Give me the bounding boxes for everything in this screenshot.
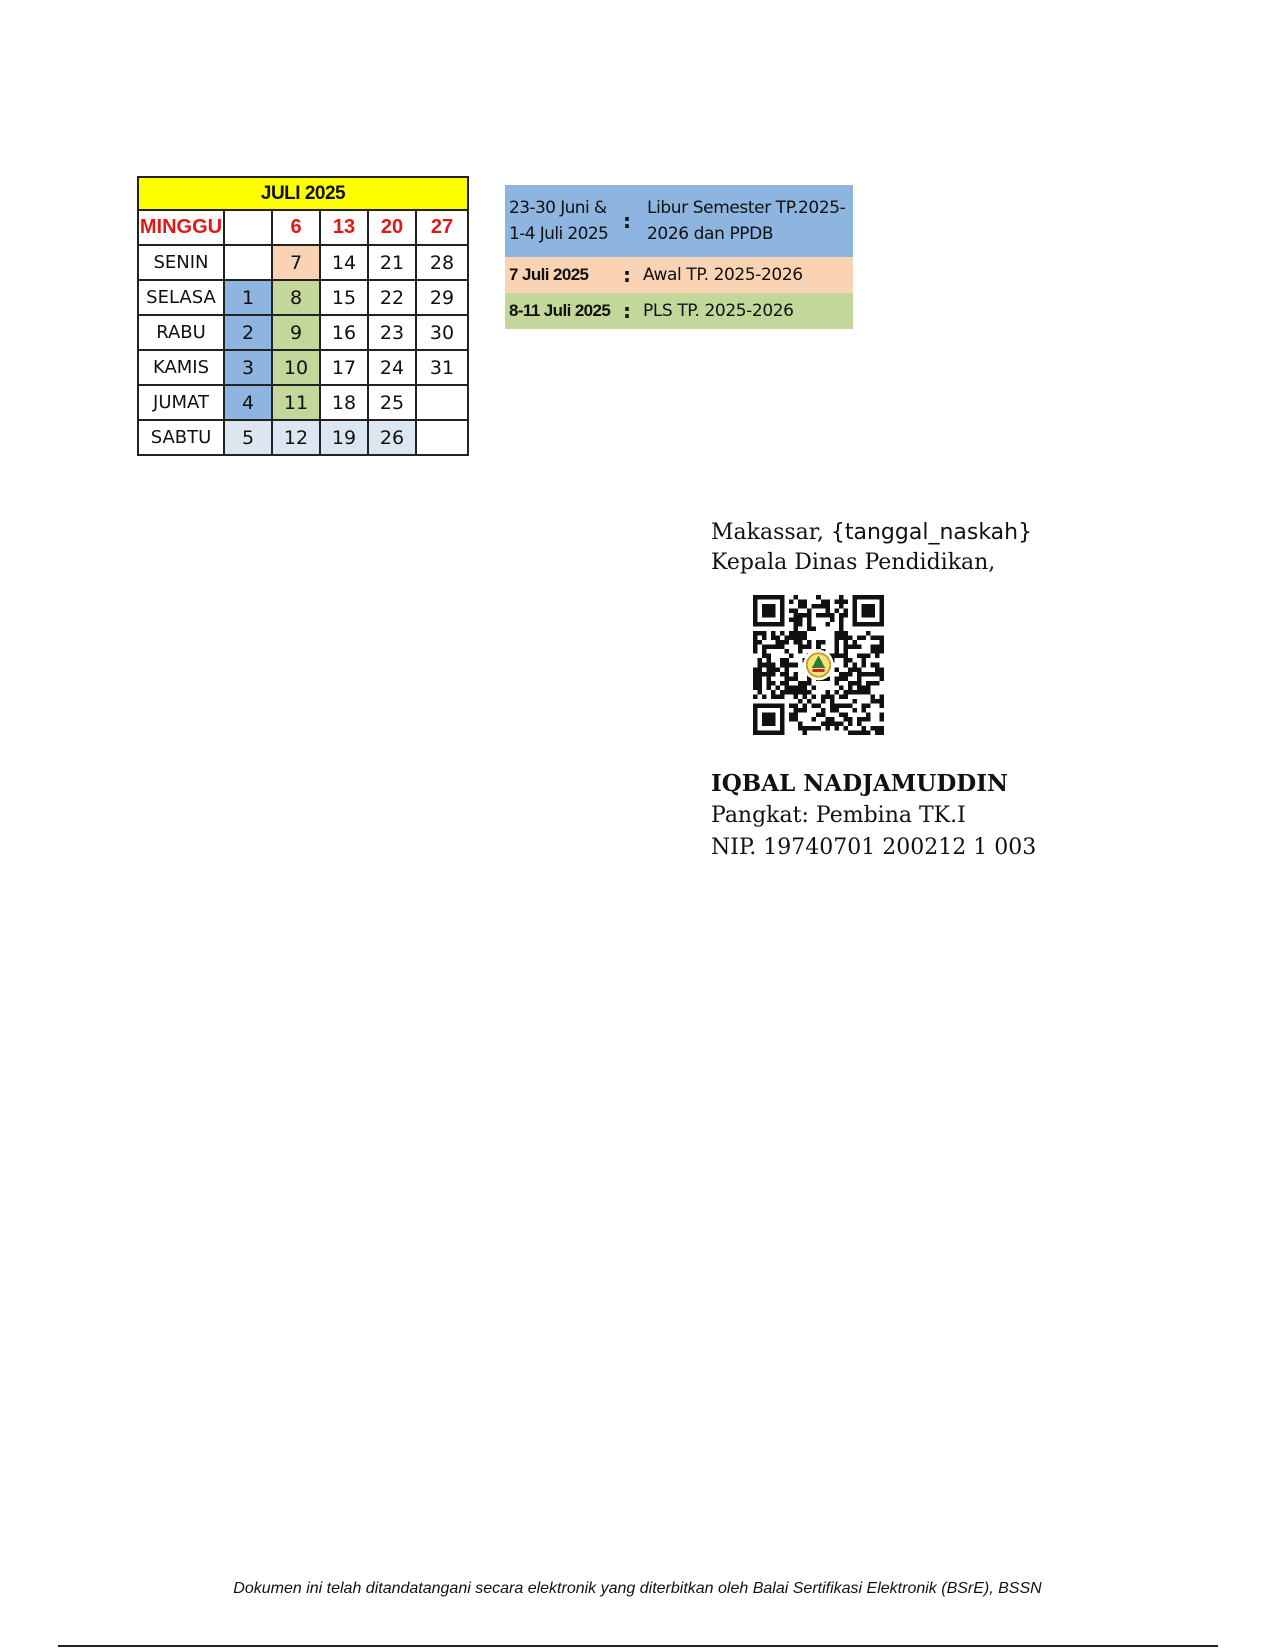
date-cell: 22 [368, 280, 416, 315]
date-cell [416, 385, 468, 420]
date-cell: 6 [272, 210, 320, 245]
signer-nip: NIP. 19740701 200212 1 003 [711, 835, 1037, 860]
legend-date: 7 Juli 2025 [509, 265, 589, 284]
legend-description: Libur Semester TP.2025-2026 dan PPDB [647, 198, 846, 244]
date-cell: 8 [272, 280, 320, 315]
date-cell: 7 [272, 245, 320, 280]
legend-separator: : [623, 299, 631, 323]
signature-place-date [711, 518, 1032, 548]
calendar-row-rabu [138, 315, 468, 350]
day-label-minggu: MINGGU [138, 210, 224, 245]
date-cell: 30 [416, 315, 468, 350]
date-cell: 14 [320, 245, 368, 280]
date-cell: 27 [416, 210, 468, 245]
signer-name: IQBAL NADJAMUDDIN [711, 770, 1008, 797]
calendar-legend [505, 185, 853, 329]
date-cell: 20 [368, 210, 416, 245]
day-label-senin: SENIN [138, 245, 224, 280]
legend-date: 23-30 Juni & 1-4 Juli 2025 [509, 198, 609, 244]
calendar-row-jumat [138, 385, 468, 420]
july-2025-calendar [137, 176, 469, 456]
footer-divider [58, 1645, 1218, 1647]
legend-item-awal [505, 257, 853, 293]
date-cell: 19 [320, 420, 368, 455]
date-cell: 31 [416, 350, 468, 385]
date-cell: 25 [368, 385, 416, 420]
date-cell: 18 [320, 385, 368, 420]
signature-place: Makassar, [711, 520, 831, 545]
footer-bsre-notice: Dokumen ini telah ditandatangani secara elektronik yang diterbitkan oleh Balai Sertifikasi Elektronik (BSrE), BSSN [233, 1580, 1042, 1597]
date-cell: 12 [272, 420, 320, 455]
date-cell: 29 [416, 280, 468, 315]
date-cell: 16 [320, 315, 368, 350]
legend-description: Awal TP. 2025-2026 [643, 265, 803, 285]
date-cell: 11 [272, 385, 320, 420]
signature-block [711, 518, 1032, 578]
date-cell: 5 [224, 420, 272, 455]
date-cell: 10 [272, 350, 320, 385]
day-label-rabu: RABU [138, 315, 224, 350]
legend-date: 8-11 Juli 2025 [509, 301, 611, 320]
signature-qr-code-icon [753, 595, 884, 735]
calendar-row-selasa [138, 280, 468, 315]
signature-position: Kepala Dinas Pendidikan, [711, 550, 996, 575]
signer-rank: Pangkat: Pembina TK.I [711, 803, 966, 828]
date-cell: 3 [224, 350, 272, 385]
legend-item-libur [505, 185, 853, 257]
date-cell: 2 [224, 315, 272, 350]
day-label-kamis: KAMIS [138, 350, 224, 385]
calendar-row-senin [138, 245, 468, 280]
date-cell: 28 [416, 245, 468, 280]
legend-separator: : [623, 209, 631, 233]
date-cell: 23 [368, 315, 416, 350]
date-cell: 17 [320, 350, 368, 385]
date-cell: 26 [368, 420, 416, 455]
legend-item-pls [505, 293, 853, 329]
date-cell: 24 [368, 350, 416, 385]
legend-separator: : [623, 263, 631, 287]
date-cell: 9 [272, 315, 320, 350]
date-cell [224, 210, 272, 245]
signature-date-placeholder: {tanggal_naskah} [830, 520, 1033, 545]
day-label-sabtu: SABTU [138, 420, 224, 455]
date-cell: 1 [224, 280, 272, 315]
calendar-row-minggu [138, 210, 468, 245]
date-cell: 4 [224, 385, 272, 420]
date-cell [416, 420, 468, 455]
day-label-selasa: SELASA [138, 280, 224, 315]
calendar-row-kamis [138, 350, 468, 385]
calendar-title: JULI 2025 [138, 177, 468, 210]
day-label-jumat: JUMAT [138, 385, 224, 420]
date-cell: 13 [320, 210, 368, 245]
calendar-row-sabtu [138, 420, 468, 455]
legend-description: PLS TP. 2025-2026 [643, 301, 794, 321]
date-cell: 21 [368, 245, 416, 280]
date-cell [224, 245, 272, 280]
signer-details [711, 767, 1036, 864]
date-cell: 15 [320, 280, 368, 315]
